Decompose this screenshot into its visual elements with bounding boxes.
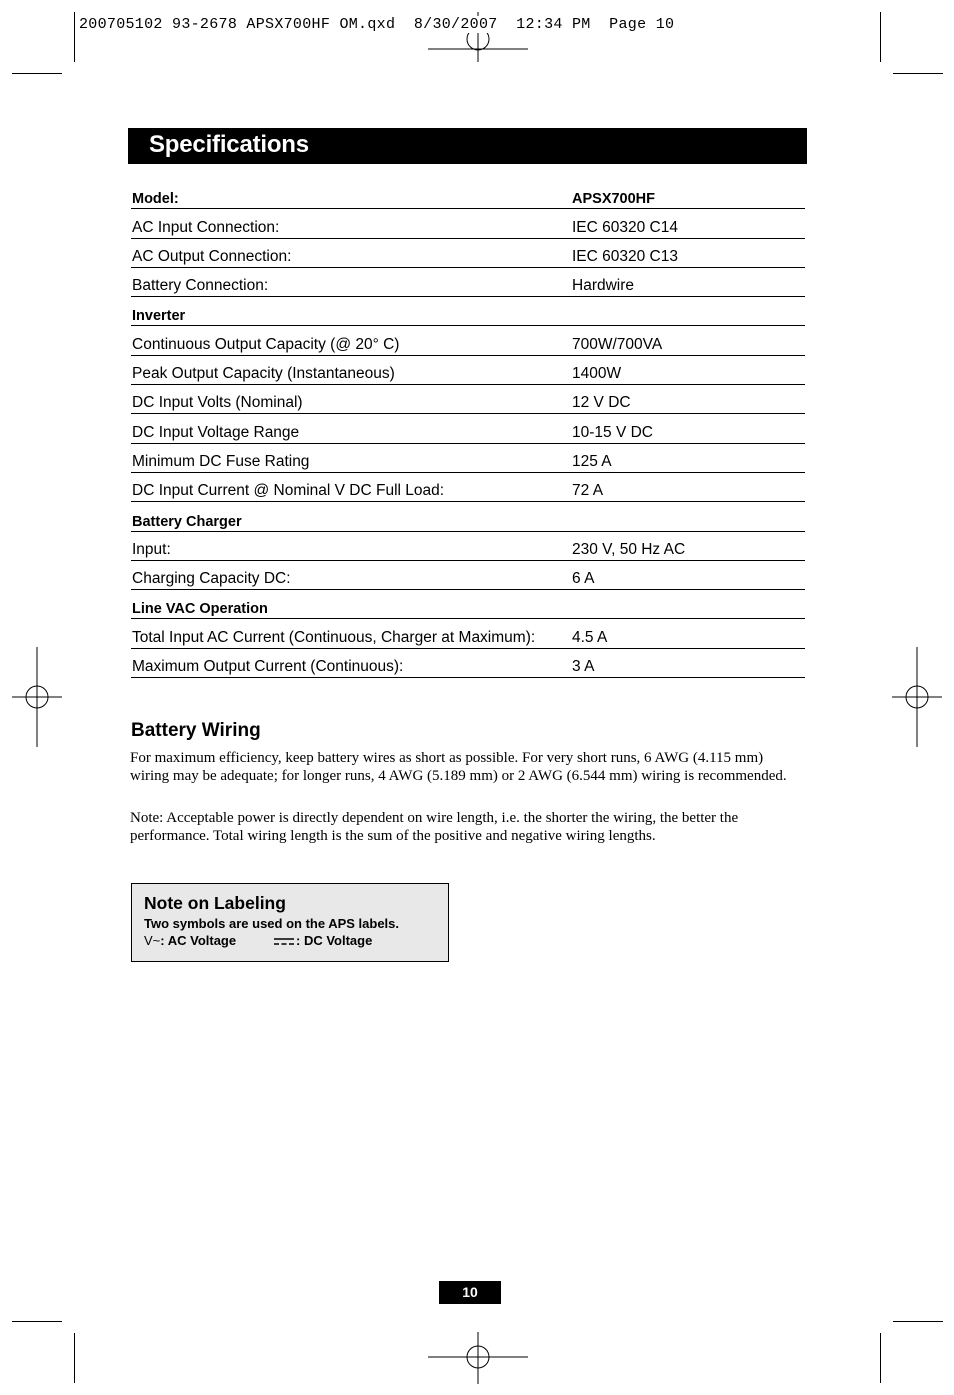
page-title: Specifications <box>149 131 309 158</box>
spec-row <box>131 561 805 590</box>
spec-label: DC Input Volts (Nominal) <box>132 394 303 412</box>
spec-value: 700W/700VA <box>572 335 663 353</box>
spec-label: Minimum DC Fuse Rating <box>132 452 310 470</box>
spec-label: Line VAC Operation <box>132 601 268 618</box>
spec-value: 12 V DC <box>572 394 631 412</box>
spec-value: 1400W <box>572 365 622 383</box>
spec-row <box>131 180 805 209</box>
spec-label: Inverter <box>132 308 186 325</box>
spec-row <box>131 297 805 326</box>
registration-mark-left <box>12 647 62 747</box>
file-slug-line: 200705102 93-2678 APSX700HF OM.qxd 8/30/2007 12:34 PM Page 10 <box>79 16 675 33</box>
spec-label: Battery Connection: <box>132 277 269 295</box>
registration-mark-right <box>892 647 942 747</box>
spec-value: Hardwire <box>572 277 635 295</box>
battery-wiring-paragraph-1: For maximum efficiency, keep battery wires as short as possible. For very short runs, 6 AWG (4.115 mm) wiring may be adequate; for longer runs, 4 AWG (5.189 mm) or 2 AWG (6.544 mm) wiring is recommended. <box>130 750 787 784</box>
crop-mark <box>12 1321 62 1322</box>
spec-row <box>131 590 805 619</box>
registration-mark-bottom <box>428 1332 528 1384</box>
note-title: Note on Labeling <box>144 893 286 913</box>
ac-symbol: V~ <box>144 933 161 948</box>
spec-label: Continuous Output Capacity (@ 20° C) <box>132 335 400 353</box>
spec-row <box>131 473 805 502</box>
battery-wiring-paragraph-2: Note: Acceptable power is directly dependent on wire length, i.e. the shorter the wiring, the better the performance. Total wiring length is the sum of the positive and negative wiring lengths. <box>130 810 739 844</box>
spec-label: Input: <box>132 540 171 558</box>
spec-value: APSX700HF <box>572 191 656 208</box>
crop-mark <box>74 1333 75 1383</box>
crop-mark <box>12 73 62 74</box>
spec-value: IEC 60320 C14 <box>572 218 678 236</box>
spec-row <box>131 356 805 385</box>
spec-row <box>131 502 805 531</box>
dc-symbol-icon <box>274 937 294 946</box>
spec-value: 10-15 V DC <box>572 423 653 441</box>
crop-mark <box>880 12 881 62</box>
spec-row <box>131 239 805 268</box>
spec-label: Battery Charger <box>132 513 242 530</box>
spec-value: IEC 60320 C13 <box>572 247 678 265</box>
spec-row <box>131 649 805 678</box>
crop-mark <box>74 12 75 62</box>
spec-row <box>131 532 805 561</box>
spec-value: 3 A <box>572 658 595 676</box>
ac-voltage-label: : AC Voltage <box>160 933 237 948</box>
spec-label: DC Input Voltage Range <box>132 423 300 441</box>
spec-value: 4.5 A <box>572 628 608 646</box>
ac-voltage-legend <box>144 933 236 948</box>
note-subtitle: Two symbols are used on the APS labels. <box>144 916 400 931</box>
spec-label: AC Output Connection: <box>132 247 292 265</box>
spec-label: AC Input Connection: <box>132 218 280 236</box>
spec-row <box>131 444 805 473</box>
crop-mark <box>893 1321 943 1322</box>
spec-table <box>131 180 805 678</box>
spec-label: Total Input AC Current (Continuous, Charger at Maximum): <box>132 628 536 646</box>
dc-voltage-label: : DC Voltage <box>296 933 373 948</box>
spec-value: 72 A <box>572 482 604 500</box>
title-bar <box>128 128 807 164</box>
spec-row <box>131 209 805 238</box>
crop-mark <box>893 73 943 74</box>
spec-row <box>131 326 805 355</box>
spec-row <box>131 619 805 648</box>
page-number: 10 <box>439 1281 501 1304</box>
spec-row <box>131 385 805 414</box>
spec-label: Maximum Output Current (Continuous): <box>132 658 404 676</box>
spec-value: 230 V, 50 Hz AC <box>572 540 686 558</box>
battery-wiring-heading: Battery Wiring <box>131 720 261 741</box>
spec-label: Charging Capacity DC: <box>132 570 291 588</box>
spec-row <box>131 414 805 443</box>
spec-row <box>131 268 805 297</box>
crop-mark <box>880 1333 881 1383</box>
spec-label: Model: <box>132 191 179 208</box>
note-on-labeling-box <box>131 883 449 962</box>
spec-label: Peak Output Capacity (Instantaneous) <box>132 365 395 383</box>
spec-label: DC Input Current @ Nominal V DC Full Load: <box>132 482 445 500</box>
spec-value: 125 A <box>572 452 612 470</box>
dc-voltage-legend <box>274 933 372 948</box>
spec-value: 6 A <box>572 570 595 588</box>
